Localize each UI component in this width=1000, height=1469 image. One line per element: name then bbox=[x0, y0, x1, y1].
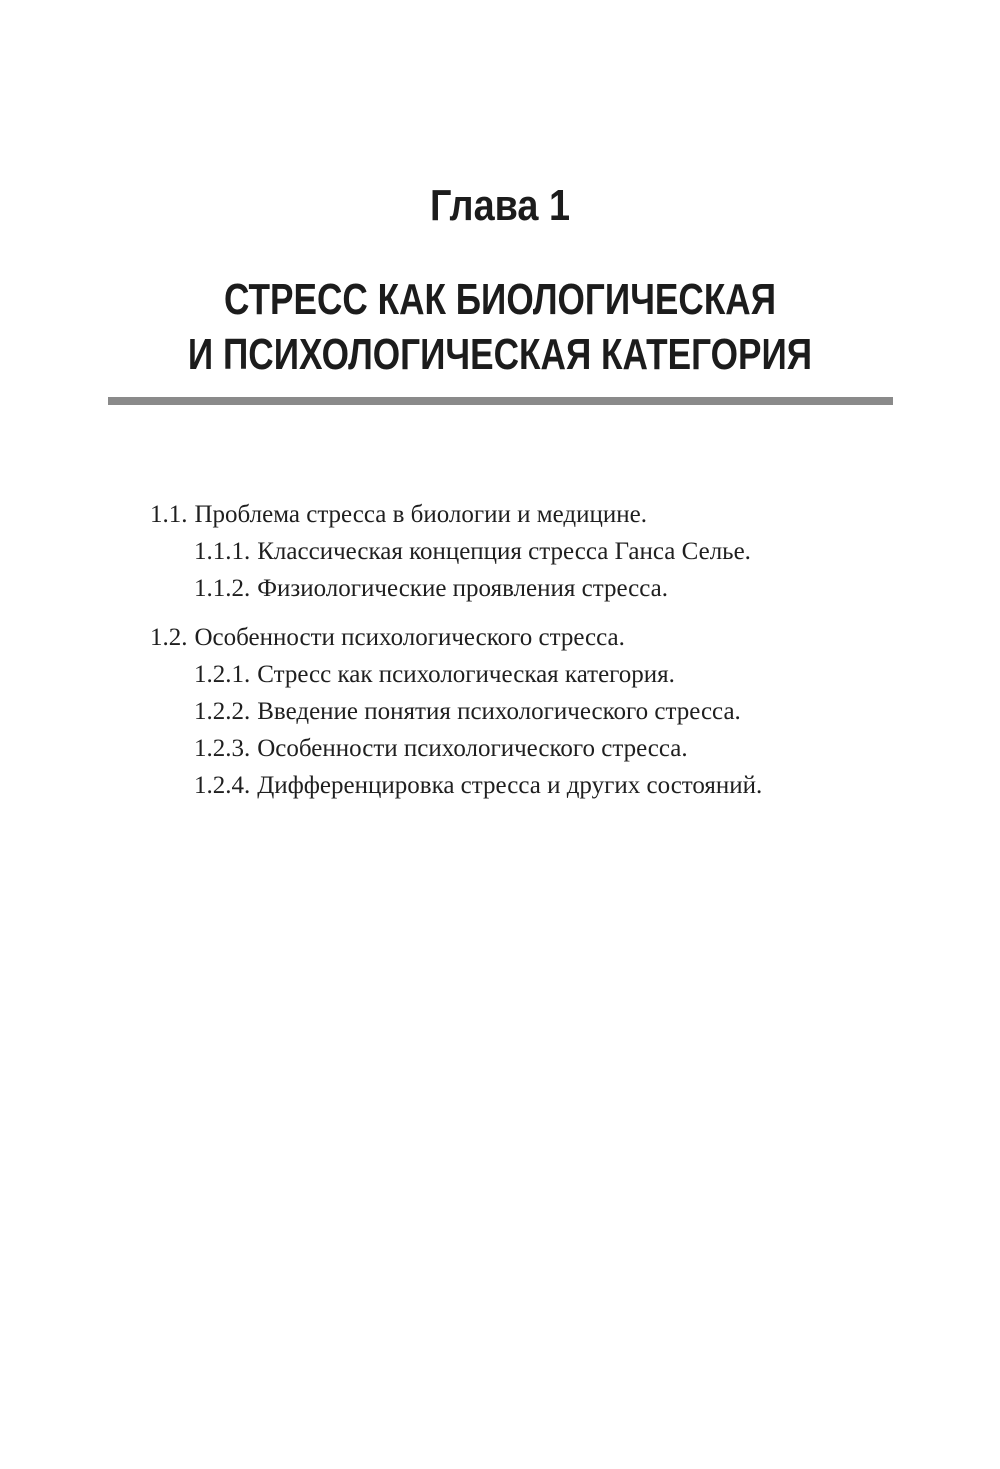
toc-section-1-2 bbox=[0, 619, 1000, 804]
toc-subitem-number: 1.1.1. bbox=[194, 538, 251, 565]
toc-subitem bbox=[0, 533, 1000, 570]
toc-subitem-number: 1.1.2. bbox=[194, 575, 251, 602]
toc-subitem bbox=[0, 767, 1000, 804]
toc-subitem-title: Классическая концепция стресса Ганса Селье. bbox=[257, 538, 751, 565]
title-divider bbox=[108, 397, 893, 405]
toc-subitem-number: 1.2.3. bbox=[194, 735, 251, 762]
chapter-label: Глава 1 bbox=[429, 181, 571, 230]
toc-subitem-title: Введение понятия психологического стресса. bbox=[257, 698, 741, 725]
toc-item-number: 1.1. bbox=[150, 501, 188, 528]
toc-subitem-number: 1.2.1. bbox=[194, 661, 251, 688]
toc-subitem-number: 1.2.2. bbox=[194, 698, 251, 725]
chapter-title-line: И ПСИХОЛОГИЧЕСКАЯ КАТЕГОРИЯ bbox=[187, 330, 813, 379]
toc-subitem-title: Физиологические проявления стресса. bbox=[257, 575, 669, 602]
toc-item-number: 1.2. bbox=[150, 624, 188, 651]
chapter-title bbox=[100, 272, 900, 382]
toc-subitem bbox=[0, 693, 1000, 730]
table-of-contents bbox=[0, 496, 1000, 816]
toc-item-title: Проблема стресса в биологии и медицине. bbox=[194, 501, 647, 528]
toc-item bbox=[0, 619, 1000, 656]
toc-subitem-title: Стресс как психологическая категория. bbox=[257, 661, 675, 688]
chapter-title-line: СТРЕСС КАК БИОЛОГИЧЕСКАЯ bbox=[223, 275, 777, 324]
toc-subitem bbox=[0, 570, 1000, 607]
toc-subitem-number: 1.2.4. bbox=[194, 772, 251, 799]
toc-subitem bbox=[0, 656, 1000, 693]
toc-subitem bbox=[0, 730, 1000, 767]
toc-subitem-title: Дифференцировка стресса и других состояний. bbox=[257, 772, 763, 799]
toc-item bbox=[0, 496, 1000, 533]
toc-subitem-title: Особенности психологического стресса. bbox=[257, 735, 688, 762]
toc-section-1-1 bbox=[0, 496, 1000, 607]
toc-item-title: Особенности психологического стресса. bbox=[194, 624, 625, 651]
